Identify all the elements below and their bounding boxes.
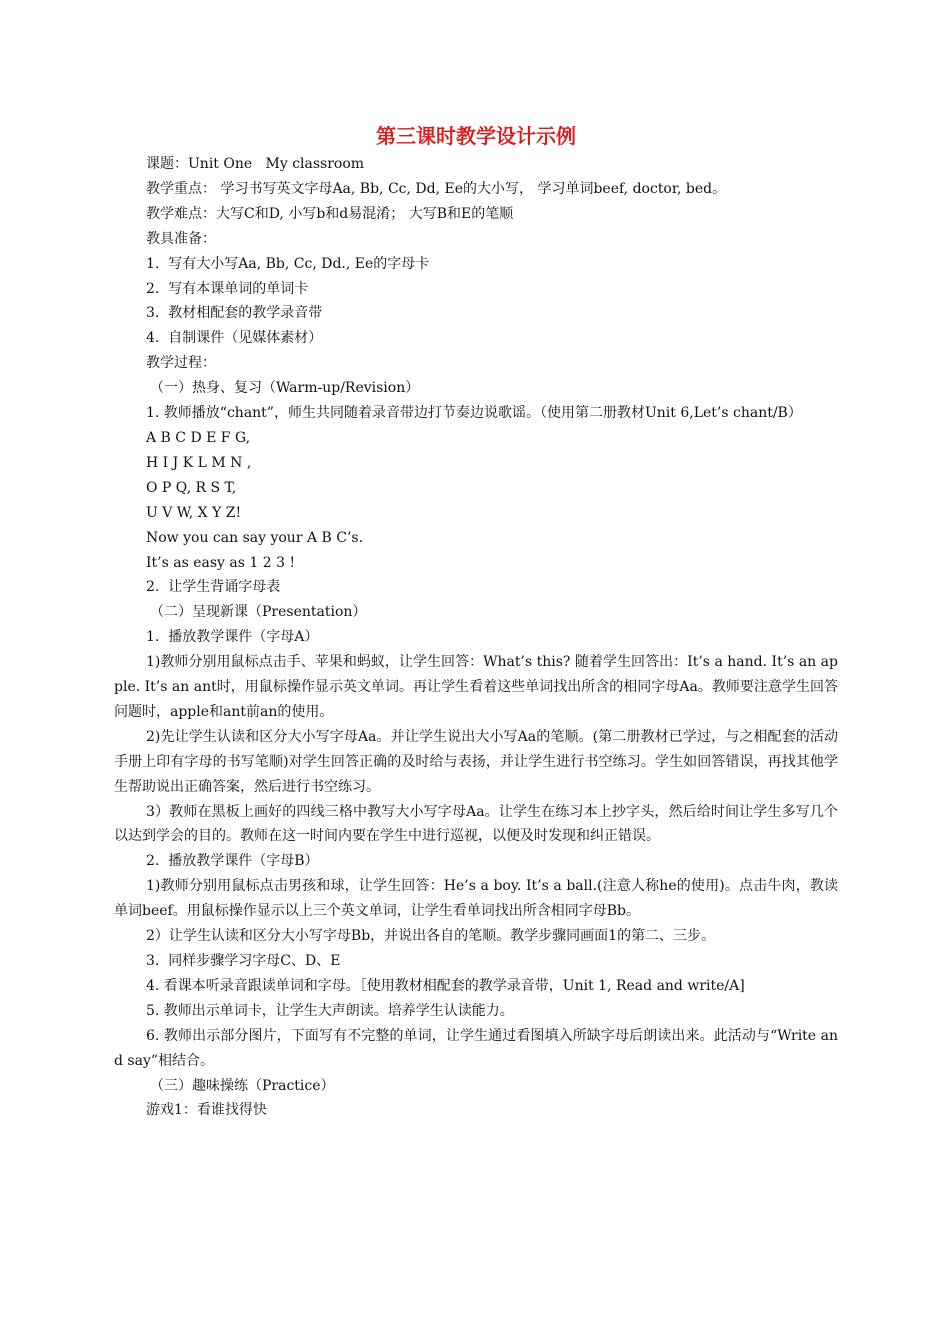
materials-item-3: 3. 教材相配套的教学录音带 xyxy=(146,305,323,322)
document-title: 第三课时教学设计示例 xyxy=(376,124,576,148)
presentation-step-5: 5. 教师出示单词卡，让学生大声朗读。培养学生认读能力。 xyxy=(146,1002,514,1019)
chant-line-2: H I J K L M N , xyxy=(146,454,252,471)
presentation-step-1-1: 1)教师分别用鼠标点击手、苹果和蚂蚁，让学生回答：What’s this? 随着学生回答出：It’s a hand. It’s an apple. It’s an ant时，用鼠标操作显示英文单词。再让学生看着这些单词找出所含的相同字母Aa。教师要注意学生回答问题时，apple和ant前an的使用。 xyxy=(114,654,838,720)
lesson-topic: 课题：Unit One My classroom xyxy=(146,156,365,172)
chant-line-3: O P Q, R S T, xyxy=(146,479,237,496)
difficult-points: 教学难点：大写C和D, 小写b和d易混淆； 大写B和E的笔顺 xyxy=(146,205,514,222)
presentation-step-4: 4. 看课本听录音跟读单词和字母。［使用教材相配套的教学录音带，Unit 1, Read and write/A] xyxy=(146,977,745,994)
game-1-title: 游戏1：看谁找得快 xyxy=(146,1102,267,1119)
process-heading: 教学过程： xyxy=(146,355,216,372)
chant-line-6: It’s as easy as 1 2 3 ! xyxy=(146,554,296,571)
warmup-step-1: 1. 教师播放“chant”，师生共同随着录音带边打节奏边说歌谣。（使用第二册教材Unit 6,Let’s chant/B） xyxy=(146,405,802,422)
presentation-step-1: 1. 播放教学课件（字母A） xyxy=(146,629,319,646)
presentation-step-1-2: 2)先让学生认读和区分大小写字母Aa。并让学生说出大小写Aa的笔顺。(第二册教材已学过，与之相配套的活动手册上印有字母的书写笔顺)对学生回答正确的及时给与表扬，并让学生进行书空练习。学生如回答错误，再找其他学生帮助说出正确答案，然后进行书空练习。 xyxy=(114,728,838,795)
materials-item-1: 1. 写有大小写Aa, Bb, Cc, Dd., Ee的字母卡 xyxy=(146,255,430,272)
presentation-step-1-3: 3）教师在黑板上画好的四线三格中教写大小写字母Aa。让学生在练习本上抄字头，然后给时间让学生多写几个以达到学会的目的。教师在这一时间内要在学生中进行巡视，以便及时发现和纠正错误。 xyxy=(114,803,838,845)
warmup-step-2: 2. 让学生背诵字母表 xyxy=(146,579,281,596)
materials-item-4: 4. 自制课件（见媒体素材） xyxy=(146,330,323,347)
section-warmup-heading: （一）热身、复习（Warm-up/Revision） xyxy=(150,380,420,397)
presentation-step-2-2: 2）让学生认读和区分大小写字母Bb，并说出各自的笔顺。教学步骤同画面1的第二、三步。 xyxy=(146,928,716,945)
key-points: 教学重点： 学习书写英文字母Aa, Bb, Cc, Dd, Ee的大小写， 学习单词beef, doctor, bed。 xyxy=(146,180,727,197)
materials-item-2: 2. 写有本课单词的单词卡 xyxy=(146,280,309,297)
chant-line-4: U V W, X Y Z! xyxy=(146,504,242,521)
materials-heading: 教具准备： xyxy=(146,230,216,247)
section-presentation-heading: （二）呈现新课（Presentation） xyxy=(150,604,367,621)
section-practice-heading: （三）趣味操练（Practice） xyxy=(150,1077,335,1094)
chant-line-5: Now you can say your A B C’s. xyxy=(146,529,364,546)
presentation-step-6: 6. 教师出示部分图片，下面写有不完整的单词，让学生通过看图填入所缺字母后朗读出来。此活动与“Write and say”相结合。 xyxy=(114,1027,838,1069)
document-page xyxy=(114,120,838,1123)
presentation-step-2: 2. 播放教学课件（字母B） xyxy=(146,853,319,870)
presentation-step-2-1: 1)教师分别用鼠标点击男孩和球，让学生回答：He’s a boy. It’s a ball.(注意人称he的使用)。点击牛肉，教读单词beef。用鼠标操作显示以上三个英文单词，让学生看单词找出所含相同字母Bb。 xyxy=(114,878,838,920)
presentation-step-3: 3. 同样步骤学习字母C、D、E xyxy=(146,953,341,969)
chant-line-1: A B C D E F G, xyxy=(146,429,251,446)
